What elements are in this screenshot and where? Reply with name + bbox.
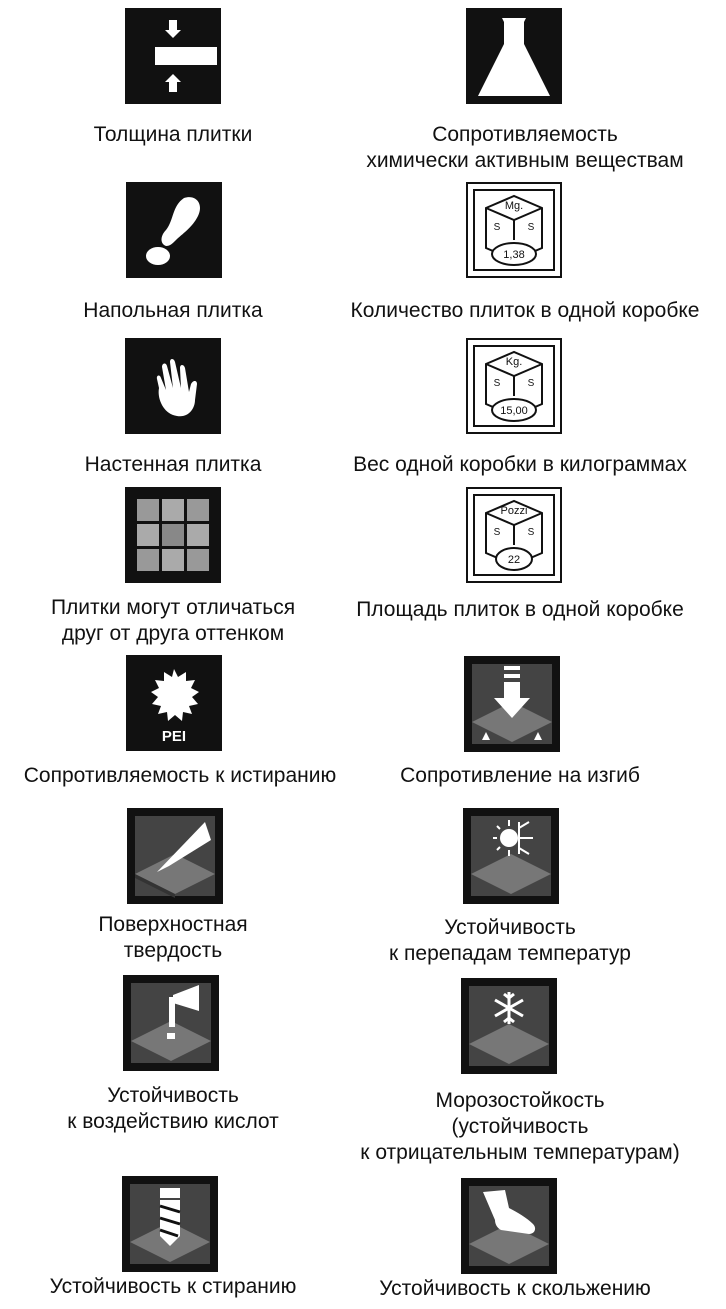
bending-icon xyxy=(464,656,560,752)
caption-frost-resistance: Морозостойкость (устойчивость к отрицательным температурам) xyxy=(360,1089,680,1164)
caption-wear-resistance: Устойчивость к стиранию xyxy=(49,1275,297,1298)
caption-tiles-per-box: Количество плиток в одной коробке xyxy=(350,299,700,322)
drill-icon xyxy=(122,1176,218,1272)
tile-thickness-icon xyxy=(125,8,221,104)
svg-text:15,00: 15,00 xyxy=(500,405,528,417)
caption-surface-hardness: Поверхностная твердость xyxy=(98,913,248,962)
svg-text:S: S xyxy=(493,527,501,538)
flask-icon xyxy=(466,8,562,104)
hand-icon xyxy=(125,338,221,434)
caption-thermal-shock: Устойчивость к перепадам температур xyxy=(389,916,631,965)
svg-text:S: S xyxy=(527,527,535,538)
caption-floor-tile: Напольная плитка xyxy=(83,299,263,322)
caption-tile-thickness: Толщина плитки xyxy=(93,123,253,146)
svg-text:Pozzi: Pozzi xyxy=(500,505,528,517)
slip-icon xyxy=(461,1178,557,1274)
caption-abrasion-resistance: Сопротивляемость к истиранию xyxy=(23,764,337,787)
svg-text:S: S xyxy=(493,222,501,233)
foot-icon xyxy=(126,182,222,278)
caption-chemical-resistance: Сопротивляемость химически активным веществам xyxy=(366,123,684,172)
thermal-shock-icon xyxy=(463,808,559,904)
box-weight-icon xyxy=(466,338,562,434)
pei-label: PEI xyxy=(161,728,187,745)
pei-icon xyxy=(126,655,222,751)
caption-shade-variation: Плитки могут отличаться друг от друга оттенком xyxy=(50,596,296,645)
caption-slip-resistance: Устойчивость к скольжению xyxy=(379,1277,651,1300)
box-area-icon xyxy=(466,487,562,583)
svg-text:S: S xyxy=(493,378,501,389)
caption-wall-tile: Настенная плитка xyxy=(84,453,262,476)
svg-text:1,38: 1,38 xyxy=(503,249,525,261)
box-count-icon xyxy=(466,182,562,278)
acid-resistance-icon xyxy=(123,975,219,1071)
svg-text:Mg.: Mg. xyxy=(504,200,524,212)
caption-area-per-box: Площадь плиток в одной коробке xyxy=(356,598,684,621)
snowflake-icon xyxy=(461,978,557,1074)
caption-bending-resistance: Сопротивление на изгиб xyxy=(400,764,640,787)
svg-text:22: 22 xyxy=(507,554,521,566)
surface-hardness-icon xyxy=(127,808,223,904)
svg-text:S: S xyxy=(527,378,535,389)
svg-text:S: S xyxy=(527,222,535,233)
svg-text:Kg.: Kg. xyxy=(505,356,523,368)
caption-box-weight: Вес одной коробки в килограммах xyxy=(353,453,687,476)
caption-acid-resistance: Устойчивость к воздействию кислот xyxy=(67,1084,279,1133)
shade-grid-icon xyxy=(125,487,221,583)
